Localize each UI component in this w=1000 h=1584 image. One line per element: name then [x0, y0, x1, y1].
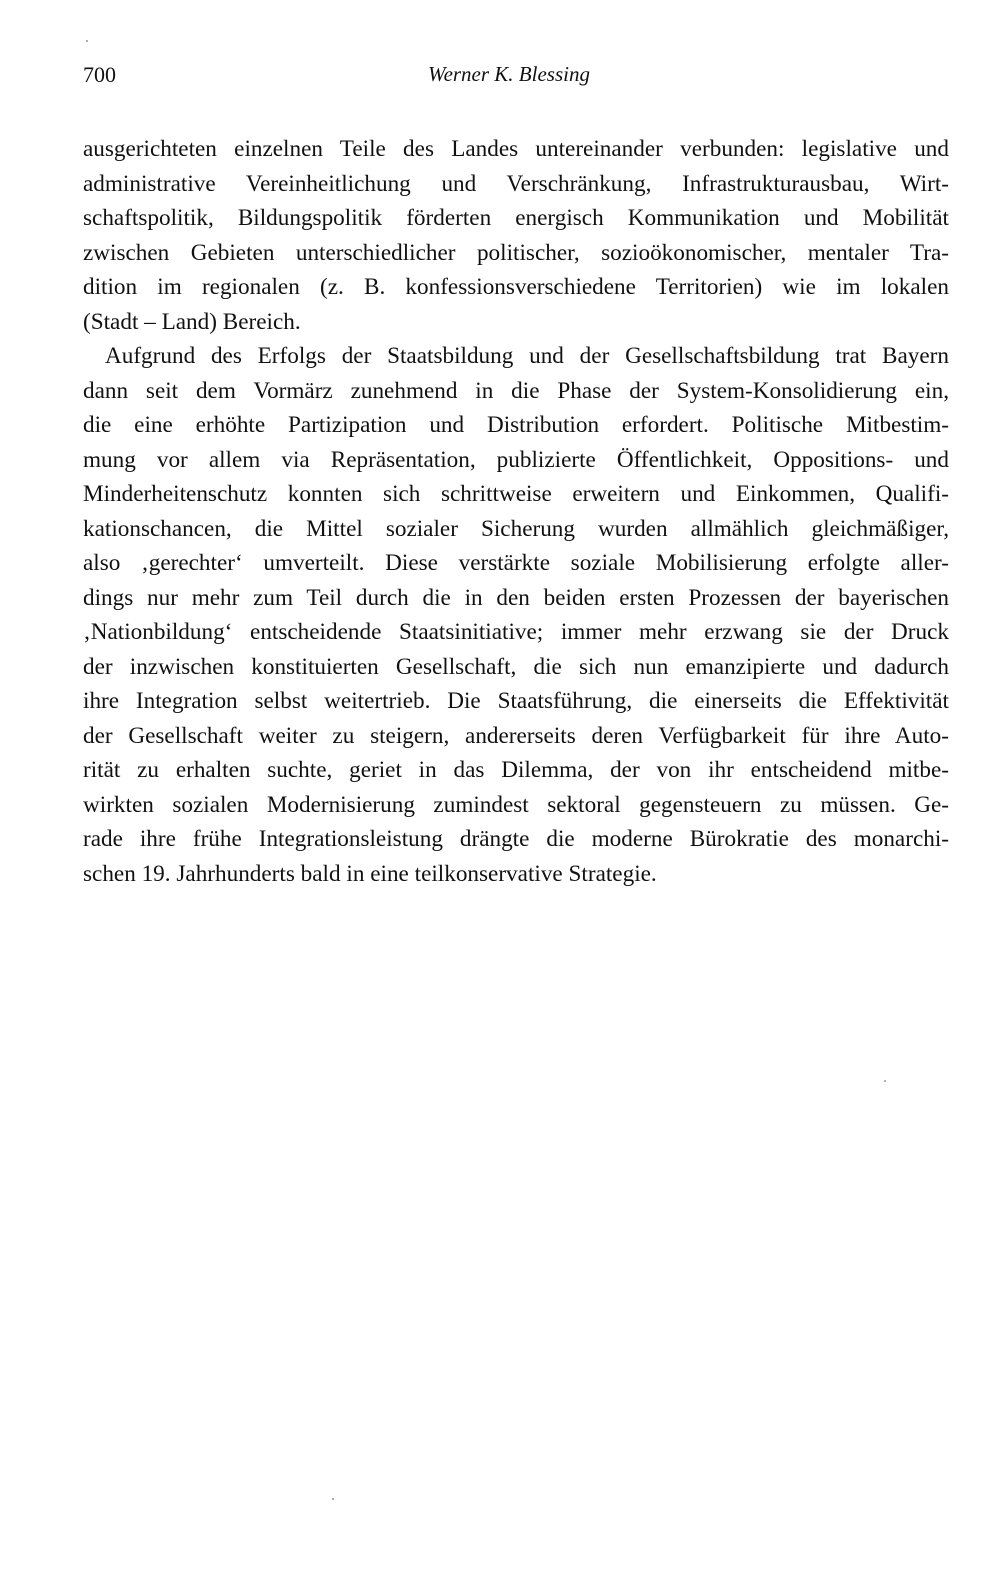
text-line: administrative Vereinheitlichung und Verschränkung, Infrastrukturausbau, Wirt-	[83, 170, 949, 197]
text-line: Minderheitenschutz konnten sich schrittweise erweitern und Einkommen, Qualifi-	[83, 481, 949, 507]
text-line: ihre Integration selbst weitertrieb. Die Staatsführung, die einerseits die Effektivität	[83, 688, 949, 714]
text-line: mung vor allem via Repräsentation, publizierte Öffentlichkeit, Oppositions- und	[83, 446, 949, 473]
text-line: kationschancen, die Mittel sozialer Sicherung wurden allmählich gleichmäßiger,	[83, 515, 949, 542]
page-number: 700	[83, 62, 116, 87]
text-line: wirkten sozialen Modernisierung zumindest sektoral gegensteuern zu müssen. Ge-	[83, 791, 949, 818]
scan-speck	[884, 1080, 886, 1082]
text-line: die eine erhöhte Partizipation und Distribution erfordert. Politische Mitbestim-	[83, 412, 949, 438]
text-line: schen 19. Jahrhunderts bald in eine teilkonservative Strategie.	[83, 860, 657, 887]
text-line: rität zu erhalten suchte, geriet in das Dilemma, der von ihr entscheidend mitbe-	[83, 757, 949, 783]
scan-speck	[86, 40, 88, 42]
scan-speck	[332, 1498, 334, 1500]
running-head	[83, 62, 949, 92]
text-line: (Stadt – Land) Bereich.	[83, 308, 301, 335]
text-line: ausgerichteten einzelnen Teile des Landes untereinander verbunden: legislative und	[83, 136, 949, 162]
running-head-author: Werner K. Blessing	[428, 62, 590, 86]
text-line: schaftspolitik, Bildungspolitik förderten energisch Kommunikation und Mobilität	[83, 205, 949, 231]
text-line: dings nur mehr zum Teil durch die in den beiden ersten Prozessen der bayerischen	[83, 584, 949, 611]
text-line: der inzwischen konstituierten Gesellschaft, die sich nun emanzipierte und dadurch	[83, 653, 949, 680]
text-line: ‚Nationbildung‘ entscheidende Staatsinitiative; immer mehr erzwang sie der Druck	[83, 619, 949, 645]
text-line: also ‚gerechter‘ umverteilt. Diese verstärkte soziale Mobilisierung erfolgte aller-	[83, 550, 949, 576]
paragraph	[83, 132, 949, 339]
text-line: dition im regionalen (z. B. konfessionsverschiedene Territorien) wie im lokalen	[83, 274, 949, 300]
paragraph	[83, 339, 949, 891]
body-text	[83, 132, 949, 891]
text-line: rade ihre frühe Integrationsleistung drängte die moderne Bürokratie des monarchi-	[83, 826, 949, 852]
text-line: dann seit dem Vormärz zunehmend in die Phase der System-Konsolidierung ein,	[83, 377, 949, 404]
text-line: Aufgrund des Erfolgs der Staatsbildung und der Gesellschaftsbildung trat Bayern	[105, 343, 949, 369]
text-line: der Gesellschaft weiter zu steigern, andererseits deren Verfügbarkeit für ihre Auto-	[83, 722, 949, 749]
text-line: zwischen Gebieten unterschiedlicher politischer, sozioökonomischer, mentaler Tra-	[83, 239, 949, 266]
